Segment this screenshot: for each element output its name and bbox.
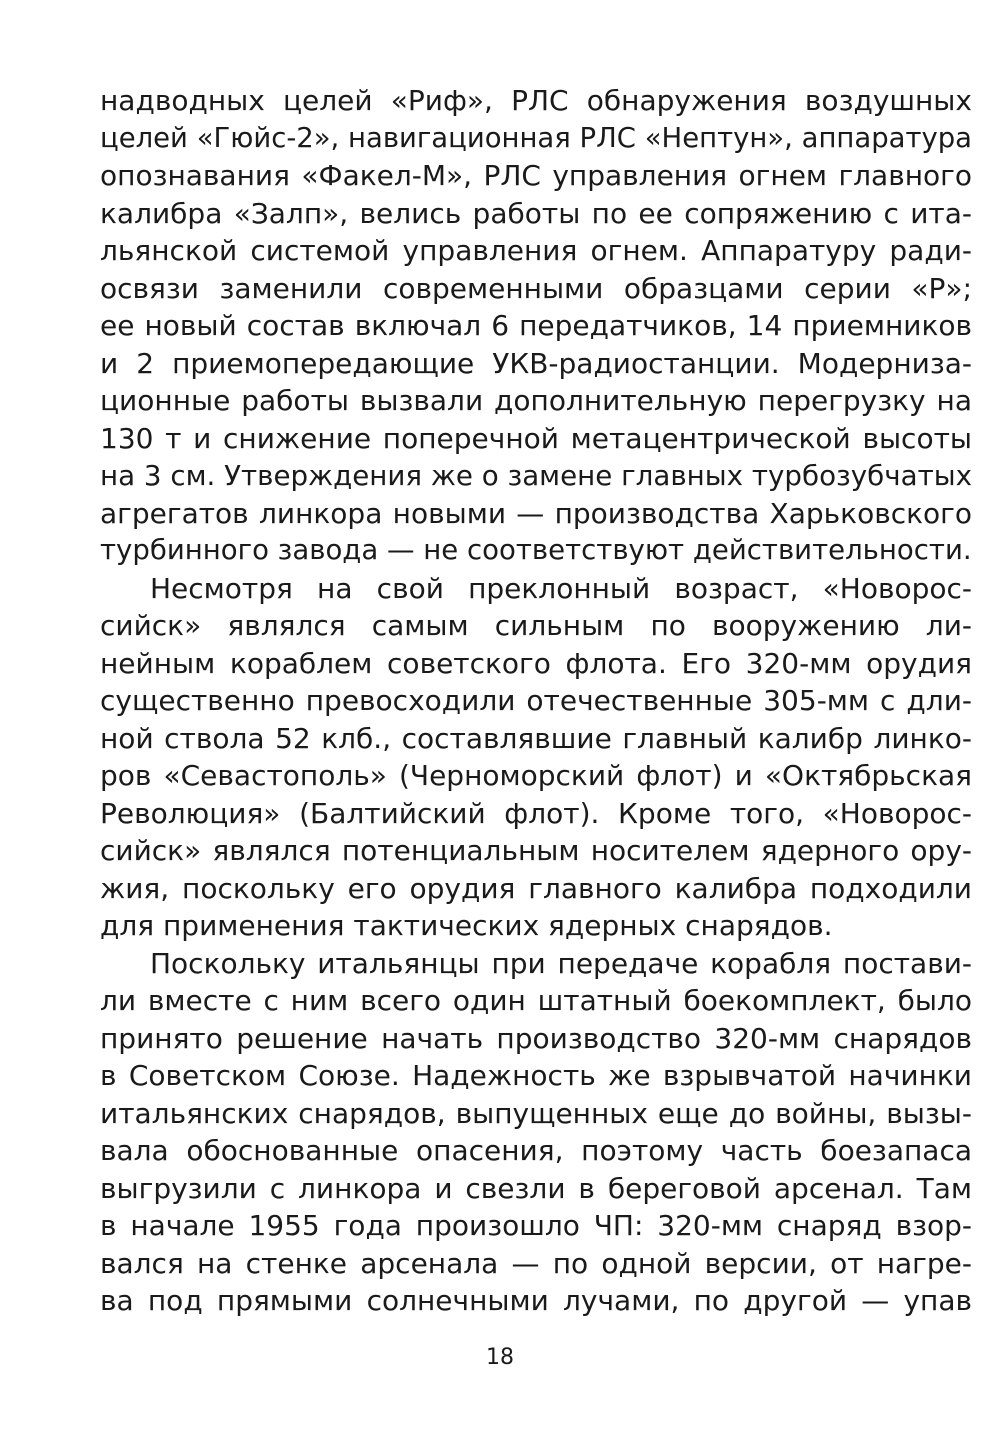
text-line: на 3 см. Утверждения же о замене главных турбозубчатых <box>100 459 972 492</box>
text-line: ров «Севастополь» (Черноморский флот) и «Октябрьская <box>100 759 972 792</box>
text-line: сийск» являлся самым сильным по вооружению ли- <box>100 609 972 642</box>
paragraph-2 <box>100 570 972 945</box>
paragraph-1 <box>100 82 972 570</box>
text-line: жия, поскольку его орудия главного калибра подходили <box>100 871 972 905</box>
text-line: существенно превосходили отечественные 305-мм с дли- <box>100 684 972 717</box>
text-line: льянской системой управления огнем. Аппаратуру ради- <box>100 234 972 267</box>
text-line: надводных целей «Риф», РЛС обнаружения воздушных <box>100 84 972 117</box>
text-line: калибра «Залп», велись работы по ее сопряжению с ита- <box>100 196 972 230</box>
text-line: нейным кораблем советского флота. Его 320-мм орудия <box>100 646 972 680</box>
text-line: сийск» являлся потенциальным носителем ядерного ору- <box>100 834 972 867</box>
text-line: итальянских снарядов, выпущенных еще до войны, вызы- <box>100 1096 972 1130</box>
body-text <box>100 82 972 1320</box>
text-line: и 2 приемопередающие УКВ-радиостанции. Модерниза- <box>100 346 972 380</box>
text-line: ли вместе с ним всего один штатный боекомплект, было <box>100 984 972 1017</box>
paragraph-3 <box>100 945 972 1320</box>
text-line: для применения тактических ядерных снарядов. <box>100 909 833 942</box>
text-line: Несмотря на свой преклонный возраст, «Новорос- <box>150 571 972 605</box>
text-line: вался на стенке арсенала — по одной версии, от нагре- <box>100 1246 972 1280</box>
text-line: Революция» (Балтийский флот). Кроме того, «Новорос- <box>100 796 972 830</box>
text-line: освязи заменили современными образцами серии «Р»; <box>100 271 972 305</box>
text-line: турбинного завода — не соответствуют действительности. <box>100 534 972 566</box>
text-line: агрегатов линкора новыми — производства Харьковского <box>100 496 972 530</box>
page-number: 18 <box>486 1345 514 1370</box>
text-line: в Советском Союзе. Надежность же взрывчатой начинки <box>100 1059 972 1092</box>
text-line: выгрузили с линкора и свезли в береговой арсенал. Там <box>100 1171 972 1205</box>
text-line: ционные работы вызвали дополнительную перегрузку на <box>100 384 972 417</box>
text-line: Поскольку итальянцы при передаче корабля постави- <box>150 946 972 980</box>
text-line: ной ствола 52 клб., составлявшие главный калибр линко- <box>100 721 972 755</box>
text-line: целей «Гюйс-2», навигационная РЛС «Нептун», аппаратура <box>100 121 972 154</box>
text-line: ва под прямыми солнечными лучами, по другой — упав <box>100 1284 972 1317</box>
text-line: ее новый состав включал 6 передатчиков, 14 приемников <box>100 309 972 342</box>
text-line: 130 т и снижение поперечной метацентрической высоты <box>100 421 972 455</box>
text-line: опознавания «Факел-М», РЛС управления огнем главного <box>100 159 972 192</box>
text-line: вала обоснованные опасения, поэтому часть боезапаса <box>100 1134 972 1167</box>
text-line: в начале 1955 года произошло ЧП: 320-мм снаряд взор- <box>100 1209 972 1242</box>
text-line: принято решение начать производство 320-мм снарядов <box>100 1021 972 1055</box>
